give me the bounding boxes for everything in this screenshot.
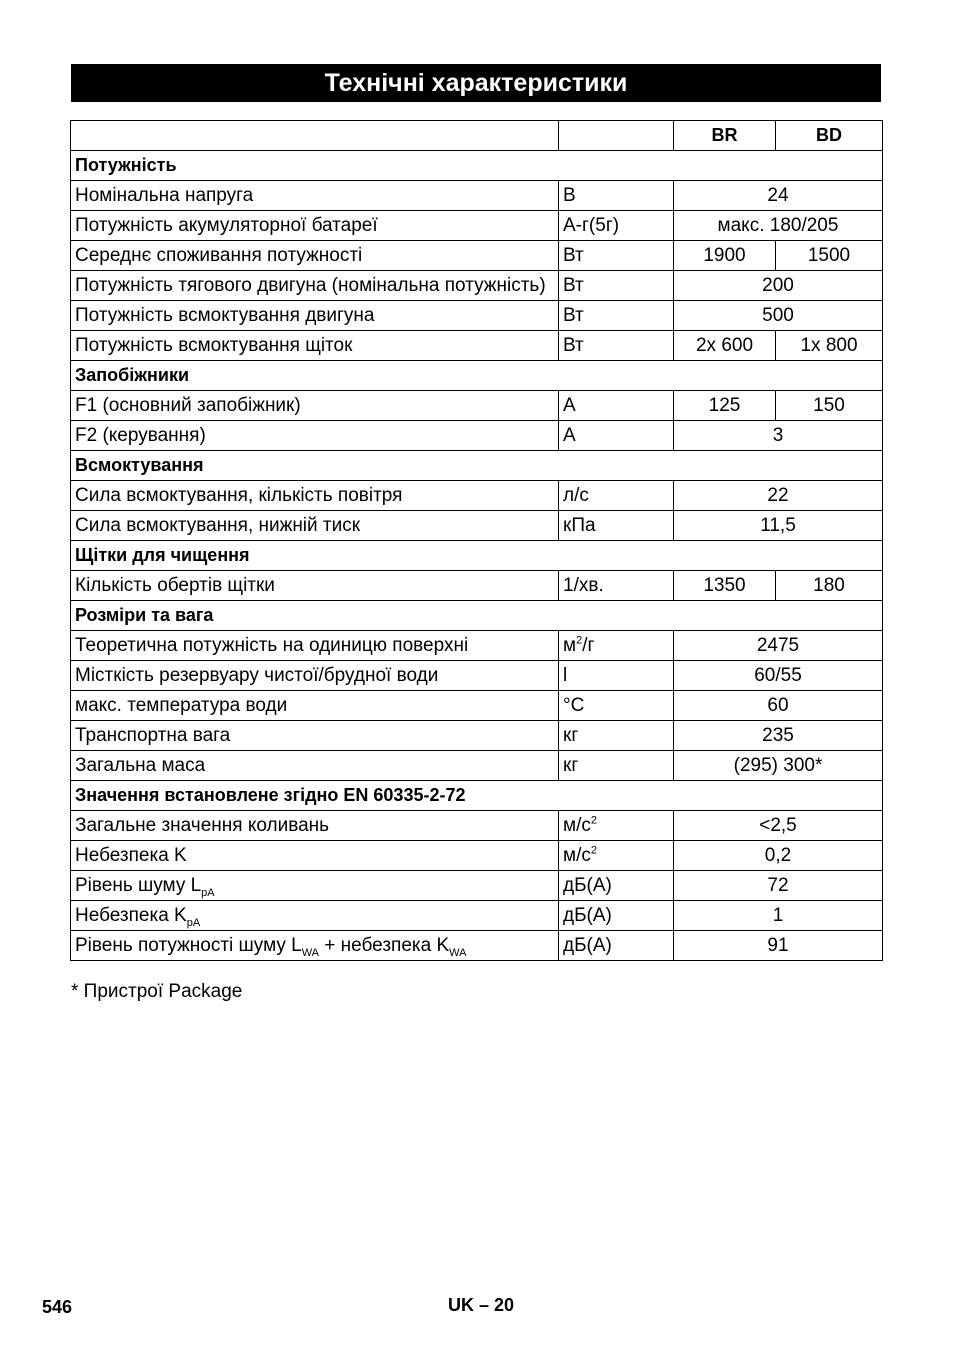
table-row	[71, 871, 883, 901]
unit-superscript: 2	[590, 814, 597, 827]
row-unit: л/с	[559, 481, 674, 511]
row-label: макс. температура води	[71, 691, 559, 721]
label-subscript: WA	[449, 946, 467, 959]
row-label: Номінальна напруга	[71, 181, 559, 211]
row-value: 91	[674, 931, 883, 961]
label-subscript: WA	[301, 946, 320, 959]
row-value: 72	[674, 871, 883, 901]
header-cell	[71, 121, 559, 151]
row-value: 60/55	[674, 661, 883, 691]
row-unit: дБ(А)	[559, 871, 674, 901]
section-row	[71, 151, 883, 181]
row-value: 200	[674, 271, 883, 301]
row-unit: дБ(А)	[559, 901, 674, 931]
unit-base: м	[563, 635, 577, 656]
section-title: Потужність	[71, 151, 883, 181]
page-number: 546	[42, 1297, 73, 1317]
table-row	[71, 511, 883, 541]
table-row	[71, 481, 883, 511]
row-value-bd: 180	[776, 571, 883, 601]
row-value-bd: 1x 800	[776, 331, 883, 361]
table-row	[71, 181, 883, 211]
row-label: Сила всмоктування, кількість повітря	[71, 481, 559, 511]
row-unit	[559, 811, 674, 841]
row-unit: Вт	[559, 241, 674, 271]
table-row	[71, 811, 883, 841]
table-row	[71, 421, 883, 451]
row-label: F2 (керування)	[71, 421, 559, 451]
label-part: Рівень потужності шуму L	[75, 935, 302, 956]
label-base: Рівень шуму L	[75, 875, 202, 896]
section-title: Розміри та вага	[71, 601, 883, 631]
row-label: Потужність тягового двигуна (номінальна потужність)	[71, 271, 559, 301]
section-row	[71, 451, 883, 481]
row-value-br: 1900	[674, 241, 776, 271]
row-value-br: 1350	[674, 571, 776, 601]
section-row	[71, 361, 883, 391]
row-unit: В	[559, 181, 674, 211]
row-label: F1 (основний запобіжник)	[71, 391, 559, 421]
row-label: Місткість резервуару чистої/брудної води	[71, 661, 559, 691]
row-value: 24	[674, 181, 883, 211]
row-value: 500	[674, 301, 883, 331]
row-label: Потужність акумуляторної батареї	[71, 211, 559, 241]
row-value: (295) 300*	[674, 751, 883, 781]
table-row	[71, 751, 883, 781]
table-header-row	[71, 121, 883, 151]
table-row	[71, 301, 883, 331]
table-row	[71, 271, 883, 301]
row-value-br: 2x 600	[674, 331, 776, 361]
label-base: Небезпека K	[75, 905, 187, 926]
table-row	[71, 931, 883, 961]
page-label: UK – 20	[448, 1295, 515, 1315]
row-value: 235	[674, 721, 883, 751]
page-title: Технічні характеристики	[71, 64, 881, 102]
header-br: BR	[674, 121, 776, 151]
row-value-br: 125	[674, 391, 776, 421]
row-label: Загальне значення коливань	[71, 811, 559, 841]
row-unit: кг	[559, 751, 674, 781]
label-part: + небезпека K	[319, 935, 450, 956]
row-label: Небезпека K	[71, 841, 559, 871]
table-row	[71, 841, 883, 871]
label-subscript: pA	[186, 916, 201, 929]
table-row	[71, 721, 883, 751]
table-row	[71, 901, 883, 931]
row-label: Потужність всмоктування щіток	[71, 331, 559, 361]
row-value: 0,2	[674, 841, 883, 871]
row-unit: A	[559, 391, 674, 421]
row-unit: A	[559, 421, 674, 451]
row-label	[71, 871, 559, 901]
table-row	[71, 241, 883, 271]
row-value: <2,5	[674, 811, 883, 841]
unit-superscript: 2	[590, 844, 597, 857]
row-value: 60	[674, 691, 883, 721]
section-row	[71, 601, 883, 631]
row-unit	[559, 631, 674, 661]
row-label: Загальна маса	[71, 751, 559, 781]
table-row	[71, 661, 883, 691]
row-value: 2475	[674, 631, 883, 661]
section-title: Значення встановлене згідно EN 60335-2-72	[71, 781, 883, 811]
row-label: Транспортна вага	[71, 721, 559, 751]
table-row	[71, 691, 883, 721]
row-unit: Вт	[559, 301, 674, 331]
row-unit: 1/хв.	[559, 571, 674, 601]
row-unit: дБ(А)	[559, 931, 674, 961]
row-value: 3	[674, 421, 883, 451]
row-value: 1	[674, 901, 883, 931]
table-row	[71, 571, 883, 601]
row-unit: l	[559, 661, 674, 691]
row-label: Теоретична потужність на одиницю поверхні	[71, 631, 559, 661]
row-label	[71, 931, 559, 961]
unit-base: м/с	[563, 815, 591, 836]
section-title: Всмоктування	[71, 451, 883, 481]
section-title: Запобіжники	[71, 361, 883, 391]
row-value: 11,5	[674, 511, 883, 541]
row-label: Середнє споживання потужності	[71, 241, 559, 271]
header-cell	[559, 121, 674, 151]
unit-base: м/с	[563, 845, 591, 866]
row-unit: °C	[559, 691, 674, 721]
row-unit: Вт	[559, 331, 674, 361]
row-label: Кількість обертів щітки	[71, 571, 559, 601]
row-label: Потужність всмоктування двигуна	[71, 301, 559, 331]
section-title: Щітки для чищення	[71, 541, 883, 571]
table-row	[71, 211, 883, 241]
table-row	[71, 331, 883, 361]
row-value: макс. 180/205	[674, 211, 883, 241]
row-unit: кПа	[559, 511, 674, 541]
row-label	[71, 901, 559, 931]
table-row	[71, 391, 883, 421]
label-subscript: pA	[201, 886, 215, 899]
header-bd: BD	[776, 121, 883, 151]
table-row	[71, 631, 883, 661]
row-unit: кг	[559, 721, 674, 751]
row-value-bd: 1500	[776, 241, 883, 271]
unit-superscript: 2	[576, 634, 583, 647]
row-value: 22	[674, 481, 883, 511]
section-row	[71, 541, 883, 571]
specs-table	[70, 120, 883, 961]
row-label: Сила всмоктування, нижній тиск	[71, 511, 559, 541]
footnote: * Пристрої Package	[71, 981, 243, 1002]
section-row	[71, 781, 883, 811]
unit-tail: /г	[582, 635, 595, 656]
row-unit	[559, 841, 674, 871]
row-unit: Вт	[559, 271, 674, 301]
row-unit: А-г(5г)	[559, 211, 674, 241]
row-value-bd: 150	[776, 391, 883, 421]
